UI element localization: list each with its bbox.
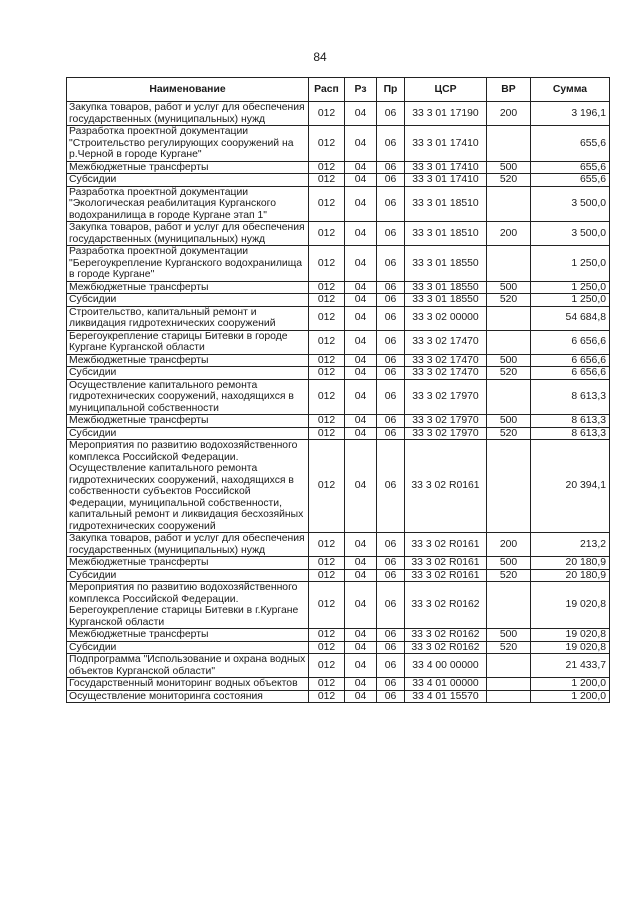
row-vr-cell: 520 <box>487 367 531 380</box>
row-csr-cell: 33 3 02 17470 <box>405 354 487 367</box>
row-csr-cell: 33 3 02 R0161 <box>405 533 487 557</box>
row-pr-cell: 06 <box>377 354 405 367</box>
row-rz-cell: 04 <box>345 678 377 691</box>
page-number: 84 <box>313 50 327 64</box>
row-rz-cell: 04 <box>345 641 377 654</box>
table-row <box>67 306 610 330</box>
row-sum-cell: 19 020,8 <box>531 582 610 629</box>
table-row <box>67 415 610 428</box>
table-row <box>67 281 610 294</box>
row-sum-cell: 1 250,0 <box>531 281 610 294</box>
row-sum-cell: 21 433,7 <box>531 654 610 678</box>
row-rasp-cell: 012 <box>309 186 345 222</box>
row-csr-cell: 33 3 01 17410 <box>405 161 487 174</box>
row-vr-cell <box>487 246 531 282</box>
row-pr-cell: 06 <box>377 102 405 126</box>
table-row <box>67 222 610 246</box>
row-csr-cell: 33 3 01 18510 <box>405 222 487 246</box>
table-row <box>67 161 610 174</box>
row-vr-cell: 520 <box>487 569 531 582</box>
row-vr-cell: 200 <box>487 533 531 557</box>
row-rasp-cell: 012 <box>309 582 345 629</box>
row-csr-cell: 33 3 02 17470 <box>405 330 487 354</box>
row-name-cell: Субсидии <box>67 569 309 582</box>
row-name-cell: Субсидии <box>67 641 309 654</box>
table-row <box>67 367 610 380</box>
row-csr-cell: 33 3 01 18510 <box>405 186 487 222</box>
table-row <box>67 354 610 367</box>
row-csr-cell: 33 3 02 00000 <box>405 306 487 330</box>
row-vr-cell <box>487 306 531 330</box>
row-rz-cell: 04 <box>345 557 377 570</box>
row-rasp-cell: 012 <box>309 379 345 415</box>
table-row <box>67 654 610 678</box>
row-sum-cell: 19 020,8 <box>531 629 610 642</box>
row-name-cell: Мероприятия по развитию водохозяйственного комплекса Российской Федерации. Осуществление капитального ремонта гидротехнических сооружений, находящихся в собственности субъектов Российской Федерации, муниципальной собственности, капитальный ремонт и ликвидация бесхозяйных гидротехнических сооружений <box>67 440 309 533</box>
row-pr-cell: 06 <box>377 186 405 222</box>
row-rasp-cell: 012 <box>309 641 345 654</box>
row-pr-cell: 06 <box>377 641 405 654</box>
row-pr-cell: 06 <box>377 379 405 415</box>
row-csr-cell: 33 3 02 17970 <box>405 427 487 440</box>
row-vr-cell <box>487 690 531 703</box>
row-rz-cell: 04 <box>345 569 377 582</box>
row-name-cell: Межбюджетные трансферты <box>67 354 309 367</box>
table-row <box>67 557 610 570</box>
row-rz-cell: 04 <box>345 306 377 330</box>
row-vr-cell: 500 <box>487 557 531 570</box>
row-vr-cell <box>487 440 531 533</box>
row-sum-cell: 655,6 <box>531 161 610 174</box>
row-csr-cell: 33 3 02 17470 <box>405 367 487 380</box>
row-pr-cell: 06 <box>377 415 405 428</box>
row-csr-cell: 33 3 02 R0162 <box>405 629 487 642</box>
table-row <box>67 294 610 307</box>
table-row <box>67 427 610 440</box>
row-csr-cell: 33 3 02 R0162 <box>405 582 487 629</box>
row-name-cell: Закупка товаров, работ и услуг для обеспечения государственных (муниципальных) нужд <box>67 222 309 246</box>
row-csr-cell: 33 3 02 R0162 <box>405 641 487 654</box>
row-sum-cell: 6 656,6 <box>531 354 610 367</box>
row-pr-cell: 06 <box>377 222 405 246</box>
table-row <box>67 641 610 654</box>
row-csr-cell: 33 3 02 R0161 <box>405 440 487 533</box>
row-pr-cell: 06 <box>377 533 405 557</box>
row-csr-cell: 33 3 01 18550 <box>405 246 487 282</box>
row-name-cell: Закупка товаров, работ и услуг для обеспечения государственных (муниципальных) нужд <box>67 102 309 126</box>
row-rasp-cell: 012 <box>309 367 345 380</box>
row-rz-cell: 04 <box>345 174 377 187</box>
table-row <box>67 102 610 126</box>
row-vr-cell: 200 <box>487 222 531 246</box>
row-rz-cell: 04 <box>345 246 377 282</box>
row-name-cell: Мероприятия по развитию водохозяйственного комплекса Российской Федерации. Берегоукрепление старицы Битевки в г.Кургане Курганской области <box>67 582 309 629</box>
row-vr-cell: 500 <box>487 415 531 428</box>
row-rz-cell: 04 <box>345 582 377 629</box>
row-rasp-cell: 012 <box>309 161 345 174</box>
table-row <box>67 186 610 222</box>
row-pr-cell: 06 <box>377 678 405 691</box>
row-rasp-cell: 012 <box>309 569 345 582</box>
row-pr-cell: 06 <box>377 161 405 174</box>
header-rasp: Расп <box>309 78 345 102</box>
row-rz-cell: 04 <box>345 440 377 533</box>
table-row <box>67 678 610 691</box>
row-pr-cell: 06 <box>377 629 405 642</box>
header-vr: ВР <box>487 78 531 102</box>
row-rz-cell: 04 <box>345 379 377 415</box>
row-rz-cell: 04 <box>345 330 377 354</box>
row-rz-cell: 04 <box>345 222 377 246</box>
row-sum-cell: 20 180,9 <box>531 569 610 582</box>
row-rasp-cell: 012 <box>309 629 345 642</box>
row-rasp-cell: 012 <box>309 126 345 162</box>
row-sum-cell: 54 684,8 <box>531 306 610 330</box>
row-sum-cell: 8 613,3 <box>531 415 610 428</box>
table-row <box>67 440 610 533</box>
row-sum-cell: 6 656,6 <box>531 367 610 380</box>
row-rasp-cell: 012 <box>309 557 345 570</box>
row-sum-cell: 1 250,0 <box>531 294 610 307</box>
row-rasp-cell: 012 <box>309 246 345 282</box>
row-csr-cell: 33 3 02 R0161 <box>405 557 487 570</box>
row-name-cell: Межбюджетные трансферты <box>67 629 309 642</box>
row-vr-cell: 520 <box>487 427 531 440</box>
row-pr-cell: 06 <box>377 174 405 187</box>
row-name-cell: Межбюджетные трансферты <box>67 415 309 428</box>
table-row <box>67 379 610 415</box>
row-name-cell: Осуществление капитального ремонта гидротехнических сооружений, находящихся в муниципальной собственности <box>67 379 309 415</box>
row-rz-cell: 04 <box>345 186 377 222</box>
row-pr-cell: 06 <box>377 690 405 703</box>
row-pr-cell: 06 <box>377 126 405 162</box>
row-csr-cell: 33 3 01 18550 <box>405 281 487 294</box>
row-sum-cell: 1 200,0 <box>531 690 610 703</box>
row-pr-cell: 06 <box>377 654 405 678</box>
header-sum: Сумма <box>531 78 610 102</box>
row-name-cell: Закупка товаров, работ и услуг для обеспечения государственных (муниципальных) нужд <box>67 533 309 557</box>
row-name-cell: Субсидии <box>67 367 309 380</box>
row-sum-cell: 3 500,0 <box>531 186 610 222</box>
row-pr-cell: 06 <box>377 367 405 380</box>
row-vr-cell <box>487 330 531 354</box>
table-row <box>67 582 610 629</box>
row-rasp-cell: 012 <box>309 654 345 678</box>
row-sum-cell: 1 200,0 <box>531 678 610 691</box>
row-pr-cell: 06 <box>377 330 405 354</box>
row-name-cell: Строительство, капитальный ремонт и ликвидация гидротехнических сооружений <box>67 306 309 330</box>
row-pr-cell: 06 <box>377 246 405 282</box>
row-name-cell: Подпрограмма "Использование и охрана водных объектов Курганской области" <box>67 654 309 678</box>
row-rz-cell: 04 <box>345 533 377 557</box>
row-csr-cell: 33 3 02 17970 <box>405 415 487 428</box>
row-vr-cell: 520 <box>487 294 531 307</box>
row-pr-cell: 06 <box>377 557 405 570</box>
row-rasp-cell: 012 <box>309 102 345 126</box>
row-csr-cell: 33 4 01 00000 <box>405 678 487 691</box>
row-sum-cell: 655,6 <box>531 174 610 187</box>
row-csr-cell: 33 3 01 17410 <box>405 174 487 187</box>
row-csr-cell: 33 4 00 00000 <box>405 654 487 678</box>
row-rz-cell: 04 <box>345 427 377 440</box>
row-rz-cell: 04 <box>345 281 377 294</box>
row-name-cell: Межбюджетные трансферты <box>67 281 309 294</box>
row-vr-cell <box>487 186 531 222</box>
row-vr-cell <box>487 379 531 415</box>
row-rz-cell: 04 <box>345 367 377 380</box>
table-header-row <box>67 78 610 102</box>
row-sum-cell: 20 394,1 <box>531 440 610 533</box>
row-sum-cell: 8 613,3 <box>531 379 610 415</box>
row-vr-cell <box>487 678 531 691</box>
row-pr-cell: 06 <box>377 294 405 307</box>
row-rasp-cell: 012 <box>309 440 345 533</box>
budget-table <box>66 77 610 703</box>
row-name-cell: Субсидии <box>67 174 309 187</box>
row-rasp-cell: 012 <box>309 222 345 246</box>
row-rz-cell: 04 <box>345 415 377 428</box>
row-rz-cell: 04 <box>345 126 377 162</box>
table-row <box>67 126 610 162</box>
table-row <box>67 690 610 703</box>
table-row <box>67 569 610 582</box>
row-rasp-cell: 012 <box>309 678 345 691</box>
row-name-cell: Осуществление мониторинга состояния <box>67 690 309 703</box>
row-csr-cell: 33 4 01 15570 <box>405 690 487 703</box>
row-vr-cell: 520 <box>487 174 531 187</box>
row-pr-cell: 06 <box>377 440 405 533</box>
row-sum-cell: 655,6 <box>531 126 610 162</box>
row-rz-cell: 04 <box>345 629 377 642</box>
row-vr-cell <box>487 582 531 629</box>
row-pr-cell: 06 <box>377 306 405 330</box>
row-rasp-cell: 012 <box>309 690 345 703</box>
row-rasp-cell: 012 <box>309 281 345 294</box>
row-csr-cell: 33 3 01 17410 <box>405 126 487 162</box>
row-sum-cell: 19 020,8 <box>531 641 610 654</box>
row-vr-cell: 500 <box>487 629 531 642</box>
row-vr-cell: 500 <box>487 161 531 174</box>
row-csr-cell: 33 3 01 18550 <box>405 294 487 307</box>
row-sum-cell: 8 613,3 <box>531 427 610 440</box>
row-name-cell: Межбюджетные трансферты <box>67 557 309 570</box>
row-pr-cell: 06 <box>377 569 405 582</box>
row-rasp-cell: 012 <box>309 294 345 307</box>
row-sum-cell: 6 656,6 <box>531 330 610 354</box>
row-name-cell: Разработка проектной документации "Экологическая реабилитация Курганского водохранилища в городе Кургане этап 1" <box>67 186 309 222</box>
row-rz-cell: 04 <box>345 294 377 307</box>
row-name-cell: Разработка проектной документации "Берегоукрепление Курганского водохранилища в городе Кургане" <box>67 246 309 282</box>
row-csr-cell: 33 3 01 17190 <box>405 102 487 126</box>
row-vr-cell <box>487 126 531 162</box>
row-csr-cell: 33 3 02 R0161 <box>405 569 487 582</box>
row-vr-cell: 200 <box>487 102 531 126</box>
row-vr-cell <box>487 654 531 678</box>
row-name-cell: Субсидии <box>67 427 309 440</box>
row-rz-cell: 04 <box>345 654 377 678</box>
row-pr-cell: 06 <box>377 582 405 629</box>
row-vr-cell: 500 <box>487 281 531 294</box>
row-name-cell: Субсидии <box>67 294 309 307</box>
row-rz-cell: 04 <box>345 102 377 126</box>
row-rz-cell: 04 <box>345 690 377 703</box>
header-rz: Рз <box>345 78 377 102</box>
row-vr-cell: 500 <box>487 354 531 367</box>
table-row <box>67 330 610 354</box>
row-pr-cell: 06 <box>377 281 405 294</box>
row-rz-cell: 04 <box>345 161 377 174</box>
row-sum-cell: 3 196,1 <box>531 102 610 126</box>
row-name-cell: Государственный мониторинг водных объектов <box>67 678 309 691</box>
table-row <box>67 629 610 642</box>
table-row <box>67 174 610 187</box>
row-csr-cell: 33 3 02 17970 <box>405 379 487 415</box>
row-pr-cell: 06 <box>377 427 405 440</box>
row-sum-cell: 3 500,0 <box>531 222 610 246</box>
row-name-cell: Берегоукрепление старицы Битевки в городе Кургане Курганской области <box>67 330 309 354</box>
header-pr: Пр <box>377 78 405 102</box>
row-rasp-cell: 012 <box>309 174 345 187</box>
header-csr: ЦСР <box>405 78 487 102</box>
row-rasp-cell: 012 <box>309 330 345 354</box>
row-name-cell: Межбюджетные трансферты <box>67 161 309 174</box>
header-name: Наименование <box>67 78 309 102</box>
row-rasp-cell: 012 <box>309 306 345 330</box>
row-rasp-cell: 012 <box>309 427 345 440</box>
row-sum-cell: 1 250,0 <box>531 246 610 282</box>
row-rasp-cell: 012 <box>309 415 345 428</box>
row-rasp-cell: 012 <box>309 533 345 557</box>
row-rasp-cell: 012 <box>309 354 345 367</box>
row-vr-cell: 520 <box>487 641 531 654</box>
row-rz-cell: 04 <box>345 354 377 367</box>
row-sum-cell: 20 180,9 <box>531 557 610 570</box>
row-sum-cell: 213,2 <box>531 533 610 557</box>
row-name-cell: Разработка проектной документации "Строительство регулирующих сооружений на р.Черной в городе Кургане" <box>67 126 309 162</box>
table-row <box>67 533 610 557</box>
table-row <box>67 246 610 282</box>
